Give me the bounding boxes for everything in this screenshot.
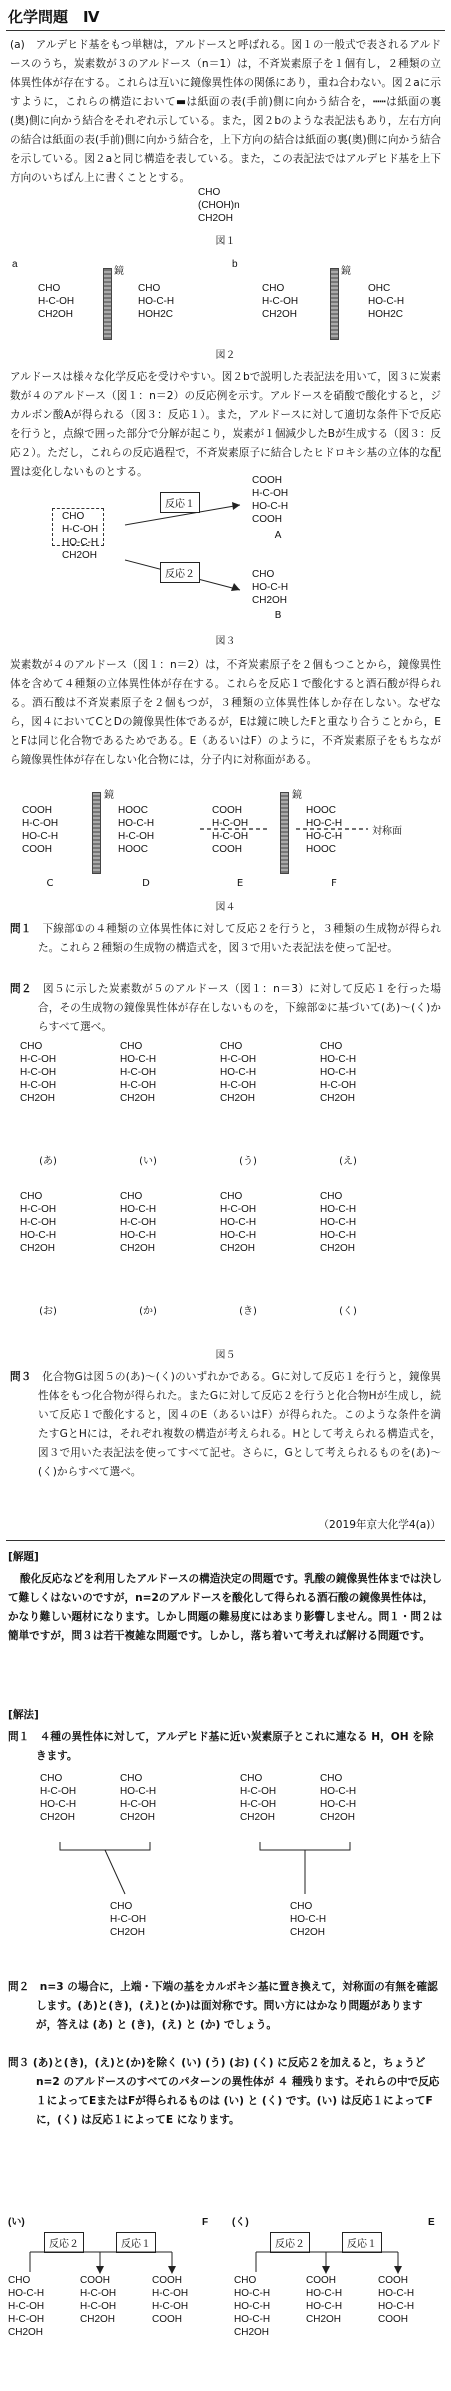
scheme-ku-product: COOH HO-C-H HO-C-H COOH — [378, 2275, 415, 2325]
fig5-structure: CHO H-C-OH H-C-OH H-C-OH CH2OH — [20, 1041, 57, 1104]
scheme-arrows — [0, 2248, 451, 2308]
answer-3: 問３ (あ)と(き)，(え)と(か)を除く (い) (う) (お) (く) に反応２を加えると，ちょうど n=2 のアルドースのすべてのパターンの異性体が ４ 種残ります。それらの中で反応１によってEまたはFが得られるものは (い) と (く) です。(い) は反応１によってF に，(く) は反応１によってE になります。 — [8, 2057, 440, 2126]
scheme-i-start: CHO HO-C-H H-C-OH H-C-OH CH2OH — [8, 2275, 45, 2338]
answer-1-product: CHO HO-C-H CH2OH — [290, 1901, 327, 1938]
title-rule — [6, 30, 445, 31]
scheme-label-F: F — [202, 2217, 209, 2228]
fig5-label: (あ) — [39, 1156, 57, 1167]
fig1-caption: 図１ — [215, 236, 236, 247]
scheme-ku-start: CHO HO-C-H HO-C-H HO-C-H CH2OH — [234, 2275, 271, 2338]
question-2: 問２ 図５に示した炭素数が５のアルドース（図１：n＝3）に対して反応１を行った場合，その生成物の鏡像異性体が存在しないものを，下線部②に基づいて(あ)～(く)からすべて選べ。 — [10, 983, 442, 1033]
answer-1-isomer: CHO HO-C-H HO-C-H CH2OH — [320, 1773, 357, 1823]
fig2-b-mirror — [330, 268, 339, 340]
scheme-i-reaction2: 反応２ — [44, 2232, 84, 2253]
fig4-d: HOOC HO-C-H H-C-OH HOOC — [118, 805, 155, 855]
fig3-reaction1-label: 反応１ — [160, 492, 200, 513]
scheme-i-reaction1: 反応１ — [116, 2232, 156, 2253]
fig5-label: (え) — [339, 1156, 357, 1167]
fig4-symmetry-plane-label: 対称面 — [372, 826, 402, 837]
answer-1-isomer: CHO H-C-OH HO-C-H CH2OH — [40, 1773, 77, 1823]
fig3-product-b: CHO HO-C-H CH2OH — [252, 569, 289, 606]
fig2-a-mirror — [103, 268, 112, 340]
fig5-label: (か) — [139, 1306, 157, 1317]
fig4-label-e: E — [236, 878, 244, 889]
fig1-structure: CHO (CHOH)n CH2OH — [198, 187, 240, 224]
fig2-a-mirror-label: 鏡 — [114, 266, 124, 277]
section-rule — [6, 1540, 445, 1541]
fig3-label-b: B — [274, 610, 282, 621]
fig2-a-left: CHO H-C-OH CH2OH — [38, 283, 75, 320]
answer-1-isomer: CHO H-C-OH H-C-OH CH2OH — [240, 1773, 277, 1823]
fig4-e: COOH H-C-OH H-C-OH COOH — [212, 805, 249, 855]
fig2-b-left: CHO H-C-OH CH2OH — [262, 283, 299, 320]
fig5-label: (き) — [239, 1306, 257, 1317]
answer-1-isomer: CHO HO-C-H H-C-OH CH2OH — [120, 1773, 157, 1823]
fig4-caption: 図４ — [215, 902, 236, 913]
answer-2: 問２ n=3 の場合に，上端・下端の基をカルボキシ基に置き換えて，対称面の有無を確認します。(あ)と(き)，(え)と(か)は面対称です。問い方にはかなり問題がありますが，答えは (あ) と (き)，(え) と (か) でしょう。 — [8, 1981, 438, 2031]
scheme-ku-reaction1: 反応１ — [342, 2232, 382, 2253]
answer-heading: [解法] — [8, 1709, 39, 1721]
scheme-ku-mid: COOH HO-C-H HO-C-H CH2OH — [306, 2275, 343, 2325]
fig5-structure: CHO H-C-OH H-C-OH HO-C-H CH2OH — [20, 1191, 57, 1254]
solution-text: 酸化反応などを利用したアルドースの構造決定の問題です。乳酸の鏡像異性体までは決して難しくはないのですが，n=2のアルドースを酸化して得られる酒石酸の鏡像異性体は，かなり難しい題材になります。しかし問題の難易度にはあまり影響しません。問１・問２は簡単ですが，問３は若干複雑な問題です。しかし，落ち着いて考えれば解ける問題です。 — [8, 1573, 443, 1642]
fig5-structure: CHO H-C-OH HO-C-H H-C-OH CH2OH — [220, 1041, 257, 1104]
scheme-ku-reaction2: 反応２ — [270, 2232, 310, 2253]
fig5-label: (お) — [39, 1306, 57, 1317]
scheme-label-ku: (く) — [232, 2217, 249, 2228]
fig5-label: (く) — [339, 1306, 357, 1317]
fig3-reaction2-label: 反応２ — [160, 562, 200, 583]
answer-1: 問１ ４種の異性体に対して，アルデヒド基に近い炭素原子とこれに連なる H，OH を除きます。 — [8, 1731, 434, 1762]
fig3-label-a: A — [274, 530, 282, 541]
fig3-start-structure: CHO H-C-OH HO-C-H CH2OH — [62, 511, 99, 561]
fig5-structure: CHO HO-C-H HO-C-H HO-C-H CH2OH — [320, 1191, 357, 1254]
fig4-mirror-label-2: 鏡 — [292, 790, 302, 801]
fig2-b-right: OHC HO-C-H HOH2C — [368, 283, 405, 320]
question-1: 問１ 下線部①の４種類の立体異性体に対して反応２を行うと，３種類の生成物が得られた。これら２種類の生成物の構造式を，図３で用いた表記法を使って記せ。 — [10, 923, 442, 954]
fig4-c: COOH H-C-OH HO-C-H COOH — [22, 805, 59, 855]
paragraph-3: 炭素数が４のアルドース（図１：n＝2）は，不斉炭素原子を２個もつことから，鏡像異性体を含めて４種類の立体異性体が存在する。これらを反応１で酸化すると酒石酸が得られる。酒石酸は不斉炭素原子を２個もつが，３種類の立体異性体しか存在しない。なぜなら，図４においてCとDの鏡像異性体であるが，Eは鏡に映したFと重なり合うことから，EとFは同じ化合物であるためである。E（あるいはF）のように，不斉炭素原子をもちながら鏡像異性体が存在しない化合物には，分子内に対称面がある。 — [10, 659, 441, 766]
fig3-caption: 図３ — [215, 636, 236, 647]
fig5-structure: CHO HO-C-H H-C-OH H-C-OH CH2OH — [120, 1041, 157, 1104]
paragraph-2: アルドースは様々な化学反応を受けやすい。図２bで説明した表記法を用いて，図３に炭素数が４のアルドース（図１：n＝2）の反応例を示す。アルドースを硝酸で酸化すると，ジカルボン酸Aが得られる（図３：反応１）。また，アルドースに対して適切な条件下で反応を行うと，点線で囲った部分で分解が起こり，炭素が１個減少したBが生成する（図３：反応２）。ただし，これらの反応過程で，不斉炭素原子に結合したヒドロキシ基の立体的な配置は変化しないものとする。 — [10, 371, 442, 478]
scheme-i-product: COOH H-C-OH H-C-OH COOH — [152, 2275, 189, 2325]
source-citation: （2019年京大化学4(a)） — [318, 1519, 441, 1531]
fig4-label-c: C — [46, 878, 54, 889]
fig5-label: (う) — [239, 1156, 257, 1167]
scheme-label-E: E — [428, 2217, 435, 2228]
answer-1-product: CHO H-C-OH CH2OH — [110, 1901, 147, 1938]
intro-paragraph: (a) アルデヒド基をもつ単糖は，アルドースと呼ばれる。図１の一般式で表されるアルドースのうち，炭素数が３のアルドース（n＝1）は，不斉炭素原子を１個有し，２種類の立体異性体が存在する。これらは互いに鏡像異性体の関係にあり，重ね合わない。図２aに示すように，これらの構造において▬は紙面の表(手前)側に向かう結合を，┅┅は紙面の裏(奥)側に向かう結合をそれぞれ示している。また，図２bのような表記法もあり，左右方向の結合は紙面の表(手前)側に向かう結合を，上下方向の結合は紙面の裏(奥)側に向かう結合を示している。図２aと同じ構造を表している。また，この表記法ではアルデヒド基を上下方向のいちばん上に書くこととする。 — [10, 39, 441, 184]
answer-1-brackets — [0, 1836, 451, 1876]
scheme-label-i: (い) — [8, 2217, 25, 2228]
fig3-product-a: COOH H-C-OH HO-C-H COOH — [252, 475, 289, 525]
fig2-caption: 図２ — [215, 350, 236, 361]
fig4-label-f: F — [331, 878, 337, 889]
fig4-label-d: D — [142, 878, 150, 889]
solution-heading: [解題] — [8, 1551, 39, 1563]
fig2-a-label: a — [12, 259, 18, 270]
fig5-label: (い) — [139, 1156, 157, 1167]
fig4-mirror-label-1: 鏡 — [104, 790, 114, 801]
fig5-caption: 図５ — [215, 1350, 236, 1361]
fig4-f: HOOC HO-C-H HO-C-H HOOC — [306, 805, 343, 855]
fig2-b-label: b — [232, 259, 238, 270]
scheme-i-mid: COOH H-C-OH H-C-OH CH2OH — [80, 2275, 117, 2325]
fig2-a-right: CHO HO-C-H HOH2C — [138, 283, 175, 320]
fig2-b-mirror-label: 鏡 — [341, 266, 351, 277]
fig5-structure: CHO HO-C-H H-C-OH HO-C-H CH2OH — [120, 1191, 157, 1254]
fig5-structure: CHO H-C-OH HO-C-H HO-C-H CH2OH — [220, 1191, 257, 1254]
question-3: 問３ 化合物Gは図５の(あ)～(く)のいずれかである。Gに対して反応１を行うと，鏡像異性体をもつ化合物が得られた。またGに対して反応２を行うと化合物Hが生成し，続いて反応１で酸化すると，図４のE（あるいはF）が得られた。このような条件を満たすGとHには，それぞれ複数の構造が考えられる。Hとして考えられる構造式を，図３で用いた表記法を使ってすべて記せ。さらに，Gとして考えられるものを(あ)～(く)からすべて選べ。 — [10, 1371, 442, 1478]
problem-title: 化学問題 Ⅳ — [8, 8, 100, 26]
fig5-structure: CHO HO-C-H HO-C-H H-C-OH CH2OH — [320, 1041, 357, 1104]
